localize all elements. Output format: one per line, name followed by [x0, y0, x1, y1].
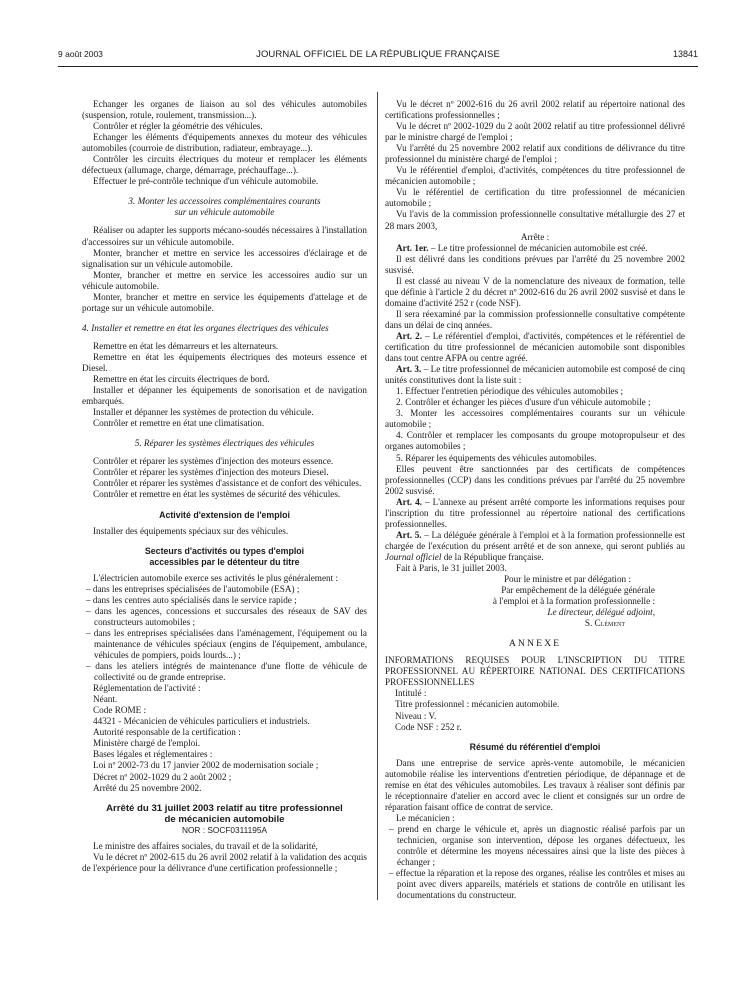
- paragraph: Remettre en état les démarreurs et les alternateurs.: [93, 340, 279, 351]
- paragraph: Vu l'arrêté du 25 novembre 2002 relatif aux conditions de délivrance du titre professionnel du ministère chargé de l'emploi ;: [385, 143, 685, 165]
- section-3-title: [82, 196, 367, 218]
- sectors-heading: [82, 546, 367, 568]
- section-title-line: sur un véhicule automobile: [174, 207, 275, 218]
- list-item: 3. Monter les accessoires complémentaires courants sur un véhicule automobile ;: [385, 408, 685, 430]
- paragraph: Elles peuvent être sanctionnées par des certificats de compétences professionnelles (CCP) dans les conditions prévues par l'arrêté du 25 novembre 2002 susvisé.: [385, 463, 685, 496]
- paragraph: Effectuer le pré-contrôle technique d'un véhicule automobile.: [93, 176, 319, 187]
- list-item: – dans les centres auto spécialisés dans le service rapide ;: [86, 594, 297, 605]
- article-4: [385, 497, 685, 530]
- list-item: – dans les entreprises spécialisées dans l'aménagement, l'équipement ou la maintenance de véhicules spéciaux (engins de l'équipement, ambulance, véhicules de pompiers, poids lourds...) ;: [86, 627, 367, 661]
- paragraph: L'électricien automobile exerce ses activités le plus généralement :: [93, 572, 339, 583]
- paragraph: Bases légales et réglementaires :: [93, 749, 213, 760]
- signature-line: Pour le ministre et par délégation :: [503, 574, 631, 585]
- list-item: – dans les ateliers intégrés de maintenance d'une flotte de véhicule de collectivité ou de grande entreprise.: [86, 661, 367, 683]
- list-item: 1. Effectuer l'entretien périodique des véhicules automobiles ;: [396, 386, 624, 397]
- signature-line: Par empêchement de la déléguée générale: [501, 585, 655, 596]
- paragraph: Monter, brancher et mettre en service les accessoires d'éclairage et de signalisation sur un véhicule automobile.: [82, 247, 367, 269]
- paragraph: Intitulé :: [395, 688, 427, 699]
- paragraph: Installer et dépanner les équipements de sonorisation et de navigation embarqués.: [82, 385, 367, 407]
- paragraph: Réglementation de l'activité :: [93, 683, 201, 694]
- paragraph: Le mécanicien :: [396, 812, 455, 823]
- article-text: – La déléguée générale à l'emploi et à la formation professionnelle est chargée de l'exécution du présent arrêté et de son annexe, qui seront publiés au: [385, 529, 686, 551]
- article-label: Art. 1er.: [396, 242, 429, 253]
- signature-line: à l'emploi et à la formation professionnelle :: [492, 596, 655, 607]
- header-date: 9 août 2003: [58, 49, 103, 59]
- paragraph: Code NSF : 252 r.: [395, 721, 462, 732]
- paragraph: Contrôler et réparer les systèmes d'injection des moteurs essence.: [93, 456, 334, 467]
- paragraph: Loi nº 2002-73 du 17 janvier 2002 de modernisation sociale ;: [93, 760, 319, 771]
- paragraph: Vu le décret nº 2002-616 du 26 avril 2002 relatif au répertoire national des certifications professionnelles ;: [385, 99, 685, 121]
- article-1: [385, 243, 685, 254]
- journal-reference: Journal officiel: [385, 551, 442, 562]
- heading-line: accessibles par le détenteur du titre: [149, 556, 300, 567]
- article-2: [385, 331, 685, 364]
- list-item: 4. Contrôler et remplacer les composants du groupe motopropulseur et des organes automobiles ;: [385, 430, 685, 452]
- paragraph: 44321 - Mécanicien de véhicules particuliers et industriels.: [93, 716, 310, 727]
- arrete-label: Arrête :: [520, 231, 550, 242]
- paragraph: Remettre en état les équipements électriques des moteurs essence et Diesel.: [82, 351, 367, 373]
- extension-heading: Activité d'extension de l'emploi: [159, 509, 290, 520]
- paragraph: Vu le référentiel de certification du titre professionnel de mécanicien automobile ;: [385, 187, 685, 209]
- paragraph: Remettre en état les circuits électriques de bord.: [93, 374, 270, 385]
- paragraph: Vu le décret nº 2002-615 du 26 avril 2002 relatif à la validation des acquis de l'expérience pour la délivrance d'une certification professionnelle ;: [82, 851, 367, 873]
- paragraph: Contrôler et réparer les systèmes d'assistance et de confort des véhicules.: [93, 478, 362, 489]
- paragraph: Contrôler et remettre en état les systèmes de sécurité des véhicules.: [93, 489, 341, 500]
- decree-title-line: de mécanicien automobile: [164, 813, 285, 825]
- paragraph: Contrôler et régler la géométrie des véhicules.: [93, 121, 263, 132]
- signature-line: Le directeur, délégué adjoint,: [547, 607, 655, 618]
- summary-heading: Résumé du référentiel d'emploi: [469, 741, 601, 752]
- paragraph: Néant.: [93, 694, 118, 705]
- right-column: [385, 99, 685, 901]
- column-divider: [377, 92, 378, 900]
- paragraph: Code ROME :: [93, 705, 147, 716]
- paragraph: Dans une entreprise de service après-vente automobile, le mécanicien automobile réalise les interventions d'entretien périodique, de dépannage et de remise en état des véhicules automobiles. Les travaux à réaliser sont définis par le réceptionnaire d'atelier en accord avec le client et consignés sur un ordre de réparation faisant office de contrat de service.: [385, 757, 685, 812]
- decree-title: [82, 803, 367, 825]
- paragraph: Vu l'avis de la commission professionnelle consultative métallurgie des 27 et 28 mars 2003,: [385, 209, 685, 231]
- list-item: – effectue la réparation et la repose des organes, réalise les contrôles et mises au point avec divers appareils, matériels et stations de contrôle en utilisant les documentations du constructeur.: [389, 868, 685, 901]
- paragraph: Contrôler et remettre en état une climatisation.: [93, 418, 265, 429]
- article-label: Art. 3.: [396, 364, 422, 375]
- list-item: 5. Réparer les équipements des véhicules automobiles.: [396, 452, 597, 463]
- header-rule: [58, 66, 698, 67]
- paragraph: Réaliser ou adapter les supports mécano-soudés nécessaires à l'installation d'accessoires sur un véhicule automobile.: [82, 225, 367, 247]
- paragraph: Echanger les organes de liaison au sol des véhicules automobiles (suspension, rotule, roulement, transmission...).: [82, 99, 367, 121]
- article-label: Art. 2.: [396, 330, 423, 341]
- article-text: – Le titre professionnel de mécanicien automobile est créé.: [428, 242, 648, 253]
- article-label: Art. 4.: [396, 496, 422, 507]
- article-text: – Le référentiel d'emploi, d'activités, compétences et le référentiel de certification du titre professionnel de mécanicien automobile sont disponibles dans tout centre AFPA ou centre agréé.: [385, 330, 685, 364]
- paragraph: Vu le référentiel d'emploi, d'activités, compétences du titre professionnel de mécanicien automobile ;: [385, 165, 685, 187]
- list-item: – dans les agences, concessions et succursales des réseaux de SAV des constructeurs automobiles ;: [86, 605, 367, 627]
- article-text: – L'annexe au présent arrêté comporte les informations requises pour l'inscription du titre professionnel au répertoire national des certifications professionnelles.: [385, 496, 685, 529]
- paragraph: Monter, brancher et mettre en service les équipements d'attelage et de portage sur un véhicule automobile.: [82, 291, 367, 313]
- annex-title: ANNEXE: [508, 638, 562, 650]
- article-5: [385, 530, 685, 563]
- list-item: – prend en charge le véhicule et, après un diagnostic réalisé parfois par un technicien, organise son intervention, dépose les organes défectueux, les contrôle et détermine les moyens nécessaires ainsi que la liste des pièces à échanger ;: [389, 823, 685, 868]
- paragraph: Installer et dépanner les systèmes de protection du véhicule.: [93, 407, 314, 418]
- nor-reference: NOR : SOCF0311195A: [181, 824, 267, 835]
- page-header: [58, 49, 698, 63]
- list-item: 2. Contrôler et échanger les pièces d'usure d'un véhicule automobile ;: [396, 397, 651, 408]
- place-date: Fait à Paris, le 31 juillet 2003.: [396, 562, 507, 573]
- paragraph: Echanger les éléments d'équipements annexes du moteur des véhicules automobiles (courroie de distribution, radiateur, embrayage...).: [82, 132, 367, 154]
- journal-title: JOURNAL OFFICIEL DE LA RÉPUBLIQUE FRANÇAISE: [256, 49, 500, 60]
- heading-line: Secteurs d'activités ou types d'emploi: [144, 545, 305, 556]
- paragraph: Il est classé au niveau V de la nomenclature des niveaux de formation, telle que définie à l'article 2 du décret nº 2002-616 du 26 avril 2002 susvisé et dans le domaine d'activité 252 r (code NSF).: [385, 275, 685, 308]
- section-title-line: 3. Monter les accessoires complémentaires courants: [128, 196, 321, 207]
- list-item: – dans les entreprises spécialisées de l'automobile (ESA) ;: [86, 583, 300, 594]
- paragraph: Vu le décret nº 2002-1029 du 2 août 2002 relatif au titre professionnel délivré par le ministre chargé de l'emploi ;: [385, 121, 685, 143]
- paragraph: Installer des équipements spéciaux sur des véhicules.: [93, 525, 289, 536]
- article-text: – Le titre professionnel de mécanicien automobile est composé de cinq unités constitutives dont la liste suit :: [385, 364, 685, 386]
- paragraph: Niveau : V.: [395, 710, 437, 721]
- article-text: de la République française.: [441, 551, 544, 562]
- paragraph: Décret nº 2002-1029 du 2 août 2002 ;: [93, 771, 232, 782]
- paragraph: Autorité responsable de la certification :: [93, 727, 241, 738]
- paragraph: Contrôler et réparer les systèmes d'injection des moteurs Diesel.: [93, 467, 329, 478]
- paragraph: Le ministre des affaires sociales, du travail et de la solidarité,: [93, 840, 318, 851]
- page-number: 13841: [672, 49, 698, 59]
- paragraph: Ministère chargé de l'emploi.: [93, 738, 201, 749]
- annex-heading: INFORMATIONS REQUISES POUR L'INSCRIPTION DU TITRE PROFESSIONNEL AU RÉPERTOIRE NATIONAL DES CERTIFICATIONS PROFESSIONNELLES: [385, 655, 685, 688]
- section-4-title: 4. Installer et remettre en état les organes électriques des véhicules: [82, 322, 329, 333]
- paragraph: Arrêté du 25 novembre 2002.: [93, 782, 202, 793]
- paragraph: Monter, brancher et mettre en service les accessoires audio sur un véhicule automobile.: [82, 269, 367, 291]
- paragraph: Contrôler les circuits électriques du moteur et remplacer les éléments défectueux (allumage, charge, démarrage, préchauffage...).: [82, 154, 367, 176]
- left-column: [82, 99, 367, 874]
- paragraph: Il sera réexaminé par la commission professionnelle consultative compétente dans un délai de cinq années.: [385, 308, 685, 330]
- article-label: Art. 5.: [396, 529, 422, 540]
- signature-block: [385, 574, 685, 629]
- decree-title-line: Arrêté du 31 juillet 2003 relatif au titre professionnel: [106, 802, 343, 814]
- section-5-title: 5. Réparer les systèmes électriques des véhicules: [134, 438, 315, 449]
- paragraph: Il est délivré dans les conditions prévues par l'arrêté du 25 novembre 2002 susvisé.: [385, 253, 685, 275]
- article-3: [385, 364, 685, 386]
- signatory-name: S. Clément: [584, 618, 625, 629]
- paragraph: Titre professionnel : mécanicien automobile.: [395, 699, 560, 710]
